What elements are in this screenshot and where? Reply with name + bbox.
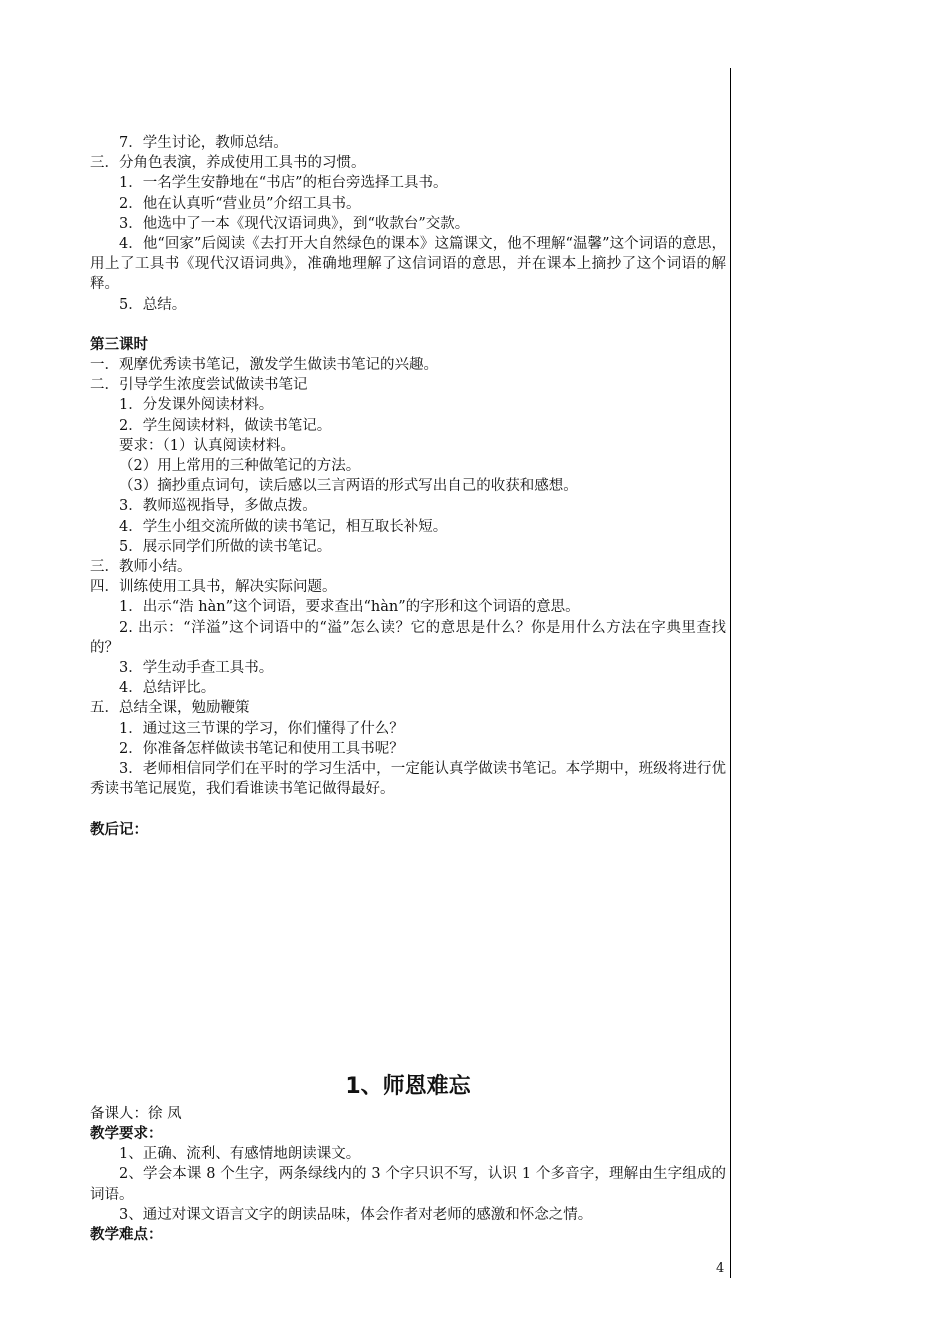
section-heading: 五．总结全课，勉励鞭策 <box>90 700 250 717</box>
paragraph: 2. 出示：“洋溢”这个词语中的“溢”怎么读？它的意思是什么？你是用什么方法在字典里查找的？ <box>90 619 726 656</box>
paragraph: （2）用上常用的三种做笔记的方法。 <box>119 458 361 475</box>
paragraph: 2．学生阅读材料，做读书笔记。 <box>119 417 332 434</box>
paragraph: （3）摘抄重点词句，读后感以三言两语的形式写出自己的收获和感想。 <box>119 478 578 495</box>
paragraph: 3．老师相信同学们在平时的学习生活中，一定能认真学做读书笔记。本学期中，班级将进行优秀读书笔记展览，我们看谁读书笔记做得最好。 <box>90 761 726 798</box>
paragraph: 5．展示同学们所做的读书笔记。 <box>119 538 332 555</box>
page-number: 4 <box>716 1261 725 1276</box>
requirements-label: 教学要求： <box>90 1124 163 1142</box>
lesson-title: 1、师恩难忘 <box>345 1073 471 1099</box>
paragraph: 4．学生小组交流所做的读书笔记，相互取长补短。 <box>119 518 448 535</box>
paragraph: 1．出示“浩 hàn”这个词语，要求查出“hàn”的字形和这个词语的意思。 <box>119 599 580 616</box>
section-heading: 二．引导学生浓度尝试做读书笔记 <box>90 377 308 394</box>
paragraph: 3．他选中了一本《现代汉语词典》，到“收款台”交款。 <box>119 215 470 232</box>
paragraph: 3．学生动手查工具书。 <box>119 660 274 677</box>
paragraph: 4．他“回家”后阅读《去打开大自然绿色的课本》这篇课文，他不理解“温馨”这个词语的意思，用上了工具书《现代汉语词典》，准确地理解了这信词语的意思，并在课本上摘抄了这个词语的解释。 <box>90 236 726 293</box>
after-notes-label: 教后记： <box>90 820 148 838</box>
paragraph: 1．一名学生安静地在“书店”的柜台旁选择工具书。 <box>119 175 448 192</box>
section-heading: 三．分角色表演，养成使用工具书的习惯。 <box>90 155 366 172</box>
paragraph: 要求：（1）认真阅读材料。 <box>119 437 295 454</box>
paragraph: 1．分发课外阅读材料。 <box>119 397 274 414</box>
section-heading: 一．观摩优秀读书笔记，激发学生做读书笔记的兴趣。 <box>90 357 438 374</box>
section-heading: 四．训练使用工具书，解决实际问题。 <box>90 579 337 596</box>
author-line: 备课人：徐 凤 <box>90 1105 182 1122</box>
paragraph: 1．通过这三节课的学习，你们懂得了什么？ <box>119 720 404 737</box>
section-heading: 三．教师小结。 <box>90 559 192 576</box>
paragraph: 2．你准备怎样做读书笔记和使用工具书呢？ <box>119 740 404 757</box>
requirement-item: 3、通过对课文语言文字的朗读品味，体会作者对老师的感激和怀念之情。 <box>119 1206 593 1223</box>
paragraph: 7．学生讨论，教师总结。 <box>119 135 288 151</box>
document-body <box>90 133 726 1245</box>
paragraph: 2．他在认真听“营业员”介绍工具书。 <box>119 195 361 212</box>
paragraph: 3．教师巡视指导，多做点拨。 <box>119 498 317 515</box>
lesson3-title: 第三课时 <box>90 335 148 353</box>
difficulties-label: 教学难点： <box>90 1225 163 1243</box>
requirement-item: 1、正确、流利、有感情地朗读课文。 <box>119 1146 361 1163</box>
page-margin-line <box>730 68 731 1278</box>
requirement-item: 2、学会本课 8 个生字，两条绿线内的 3 个字只识不写，认识 1 个多音字，理解由生字组成的词语。 <box>90 1166 726 1203</box>
paragraph: 5．总结。 <box>119 296 187 313</box>
paragraph: 4．总结评比。 <box>119 680 216 697</box>
